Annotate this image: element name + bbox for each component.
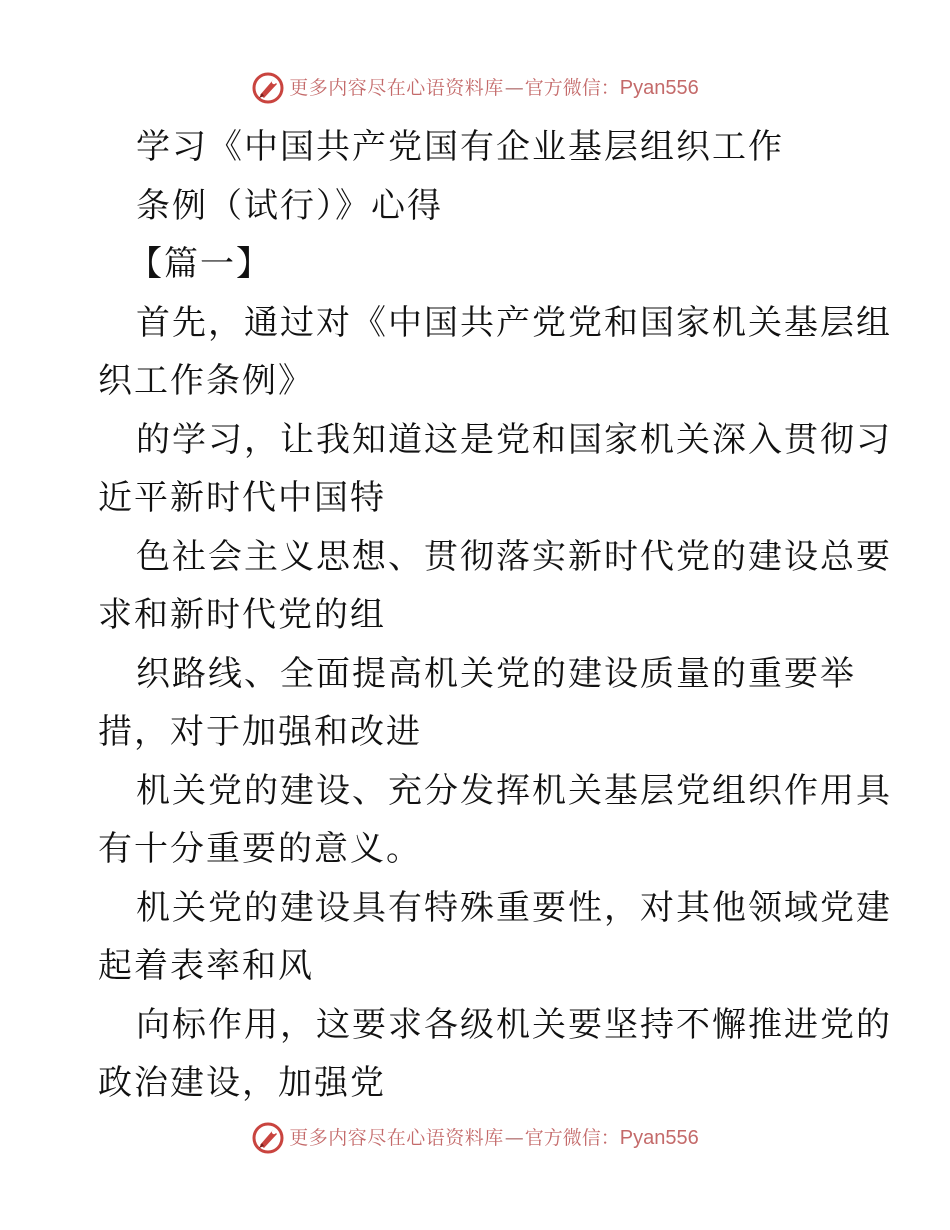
pen-nib-logo-icon bbox=[251, 71, 285, 105]
paragraph-line: 的学习，让我知道这是党和国家机关深入贯彻习 bbox=[136, 419, 892, 460]
paragraph-line: 织工作条例》 bbox=[98, 361, 314, 401]
paragraph-line: 色社会主义思想、贯彻落实新时代党的建设总要 bbox=[136, 536, 892, 577]
document-body bbox=[98, 118, 892, 1113]
banner-brand-text: 更多内容尽在心语资料库 bbox=[289, 77, 504, 99]
banner-separator: — bbox=[504, 77, 524, 99]
document-title-line: 条例（试行）》心得 bbox=[136, 185, 443, 226]
paragraph-line: 向标作用，这要求各级机关要坚持不懈推进党的 bbox=[136, 1004, 892, 1045]
paragraph-line: 措，对于加强和改进 bbox=[98, 712, 422, 752]
document-title-line: 学习《中国共产党国有企业基层组织工作 bbox=[136, 127, 784, 167]
footer-banner bbox=[0, 1118, 950, 1158]
banner-separator: — bbox=[504, 1127, 524, 1149]
section-heading: 【篇一】 bbox=[128, 244, 272, 284]
paragraph-line: 求和新时代党的组 bbox=[98, 595, 386, 635]
paragraph-line: 起着表率和风 bbox=[98, 946, 314, 986]
banner-wechat-label: 官方微信： bbox=[524, 1127, 620, 1149]
banner-wechat-label: 官方微信： bbox=[524, 77, 620, 99]
paragraph-line: 首先，通过对《中国共产党党和国家机关基层组 bbox=[136, 302, 892, 343]
header-banner bbox=[0, 68, 950, 108]
paragraph-line: 机关党的建设、充分发挥机关基层党组织作用具 bbox=[136, 770, 892, 811]
banner-wechat-id: Pyan556 bbox=[619, 1127, 699, 1149]
paragraph-line: 有十分重要的意义。 bbox=[98, 829, 422, 869]
paragraph-line: 织路线、全面提高机关党的建设质量的重要举 bbox=[136, 653, 856, 694]
banner-wechat-id: Pyan556 bbox=[619, 77, 699, 99]
paragraph-line: 机关党的建设具有特殊重要性，对其他领域党建 bbox=[136, 887, 892, 928]
banner-brand-text: 更多内容尽在心语资料库 bbox=[289, 1127, 504, 1149]
pen-nib-logo-icon bbox=[251, 1121, 285, 1155]
paragraph-line: 政治建设，加强党 bbox=[98, 1063, 386, 1103]
paragraph-line: 近平新时代中国特 bbox=[98, 478, 386, 518]
